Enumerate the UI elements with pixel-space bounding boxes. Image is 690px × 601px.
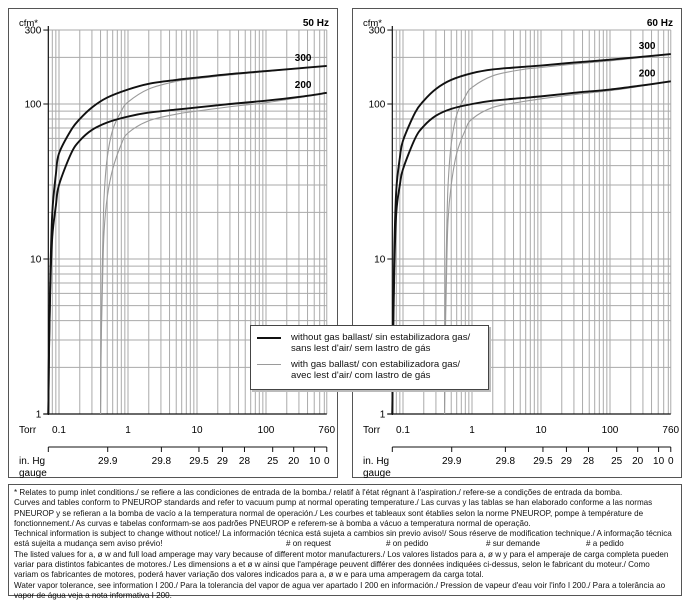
y-tick-label: 10: [30, 254, 42, 266]
legend-label-without-ballast: [291, 332, 470, 354]
legend-item-without-ballast: [257, 332, 470, 354]
footnote-on-request: # on request: [286, 539, 331, 549]
x-tick-label: 100: [601, 425, 619, 436]
legend-label-with-ballast: [291, 359, 460, 381]
x-tick-label: 0.1: [396, 425, 410, 436]
x-tick-label: 10: [535, 425, 547, 436]
gauge-axis-label: in. Hg: [19, 456, 46, 467]
gauge-tick-label: 0: [323, 456, 330, 467]
legend-swatch-gray: [257, 364, 281, 365]
gauge-tick-label: 29: [560, 456, 572, 467]
chart-50hz-plot: [9, 9, 339, 479]
y-tick-label: 100: [368, 99, 386, 111]
footnote-motor: The listed values for a, ø w and full load amperage may vary because of different motor manufacturers./ Los valores listados para a, ø w y para el amperaje de carga completa pueden variar para distintos fabicantes de motores./ Les dimensions a et ø w ainsi que l'ampérage peuvent différer des données indiquées ci-dessus, selon le fabricant du moteur./ Como variam os fabricantes de motores, poderá haver variação dos valores indicados para a, ø w e para uma amperagem da carga total.: [14, 549, 669, 580]
x-tick-label: 10: [191, 425, 203, 436]
footnote-technical-cont: está sujeita a mudança sem aviso prévio!: [14, 539, 163, 549]
series-label-200: 200: [638, 68, 656, 80]
x-tick-label: 100: [257, 425, 275, 436]
footnote: [8, 484, 682, 600]
chart-60hz-plot: [353, 9, 683, 479]
gauge-tick-label: 10: [653, 456, 665, 467]
legend-text: avec lest d'air/ com lastro de gás: [291, 370, 431, 381]
gauge-tick-label: 28: [582, 456, 595, 467]
footnote-pneurop: Curves and tables conform to PNEUROP standards and refer to vacuum pump at normal operating temperature./ Las curvas y las tablas se han elaborado conforme a las normas PNEUROP y se refieran a la bomba de vacío a la temperatura normal de operación./ Les courbes et tableaux sont établies selon la norme PNEUROP, pompe à température de fonctionnement./ As curvas e tabelas conformam-se aos padrões PNEUROP e referem-se à bomba a vácuo a temperatura normal de operação.: [14, 498, 653, 528]
y-axis-label: cfm*: [19, 18, 38, 29]
legend-swatch-black: [257, 337, 281, 339]
gauge-tick-label: 29.5: [189, 456, 209, 467]
gauge-tick-label: 29.8: [151, 456, 172, 467]
gauge-tick-label: 29.9: [97, 456, 118, 467]
footnote-a-pedido: # a pedido: [586, 539, 624, 549]
x-tick-label: 760: [318, 425, 336, 436]
gauge-axis-label: gauge: [363, 468, 391, 479]
gauge-tick-label: 29.9: [441, 456, 462, 467]
footnote-technical: Technical information is subject to change without notice!/ La información técnica está sujeta a cambios sin previo aviso!/ Sous réserve de modification technique./ A informação técnica: [14, 529, 672, 539]
chart-60hz: [352, 8, 682, 478]
footnote-inlet: * Relates to pump inlet conditions./ se refiere a las condiciones de entrada de la bomba./ relatif à l'état régnant à l'aspiration./ refere-se a condições de entrada da bomba.: [14, 488, 623, 497]
chart-title: 60 Hz: [646, 18, 673, 29]
footnote-sur-demande: # sur demande: [486, 539, 540, 549]
gauge-tick-label: 25: [267, 456, 279, 467]
y-tick-label: 1: [379, 409, 386, 421]
footnote-request-row: [14, 539, 676, 549]
gauge-axis-label: in. Hg: [363, 456, 390, 467]
footnote-water-vapor: Water vapor tolerance, see information I 200./ Para la tolerancia del vapor de agua ver apartado I 200 en información./ Pression de vapeur d'eau voir l'info I 200./ Para a tolerância ao vapor de água veja a nota informativa I 200.: [14, 580, 666, 600]
chart-50hz: [8, 8, 338, 478]
y-tick-label: 1: [35, 409, 42, 421]
y-tick-label: 300: [24, 25, 42, 37]
y-tick-label: 10: [374, 254, 386, 266]
gauge-tick-label: 10: [309, 456, 321, 467]
legend-text: without gas ballast/ sin estabilizadora gas/: [291, 332, 471, 343]
x-tick-label: 1: [125, 425, 131, 436]
series-label-300: 300: [294, 52, 312, 64]
gauge-tick-label: 29: [216, 456, 228, 467]
gauge-tick-label: 29.5: [533, 456, 553, 467]
gauge-tick-label: 0: [667, 456, 674, 467]
legend: [250, 325, 489, 390]
gauge-axis-label: gauge: [19, 468, 47, 479]
footnote-on-pedido: # on pedido: [386, 539, 429, 549]
series-label-200: 200: [294, 79, 312, 91]
gauge-tick-label: 20: [288, 456, 300, 467]
gauge-tick-label: 28: [238, 456, 251, 467]
x-tick-label: 760: [662, 425, 680, 436]
legend-text: with gas ballast/ con estabilizadora gas/: [291, 359, 461, 370]
x-tick-label: 0.1: [52, 425, 66, 436]
gauge-tick-label: 25: [611, 456, 623, 467]
x-axis-label: Torr: [19, 425, 37, 436]
x-axis-label: Torr: [363, 425, 381, 436]
y-tick-label: 100: [24, 99, 42, 111]
y-axis-label: cfm*: [363, 18, 382, 29]
gauge-tick-label: 20: [632, 456, 644, 467]
series-label-300: 300: [638, 41, 656, 53]
x-tick-label: 1: [469, 425, 475, 436]
y-tick-label: 300: [368, 25, 386, 37]
legend-text: sans lest d'air/ sem lastro de gás: [291, 343, 431, 354]
gauge-tick-label: 29.8: [495, 456, 516, 467]
chart-title: 50 Hz: [302, 18, 329, 29]
legend-item-with-ballast: [257, 359, 460, 381]
